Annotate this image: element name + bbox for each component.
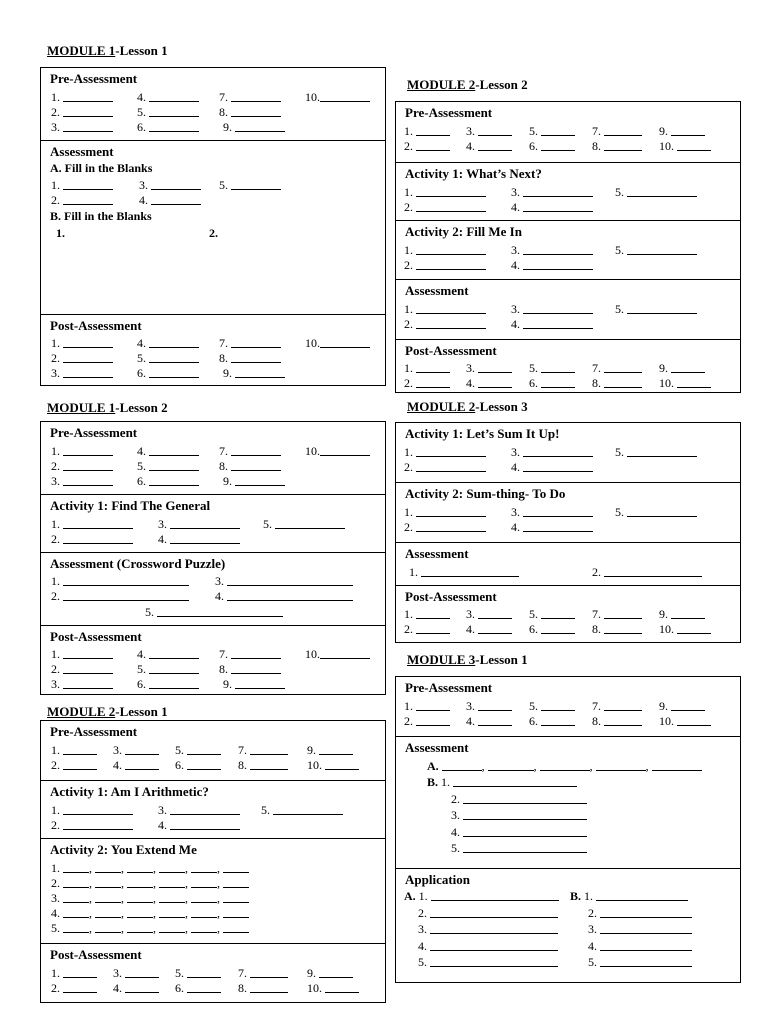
crossword-assessment-section bbox=[41, 552, 385, 625]
answer-item-1[interactable]: 1. bbox=[51, 647, 113, 661]
module2-lesson1-box bbox=[40, 720, 386, 1003]
answer-item-1[interactable]: 1. bbox=[404, 699, 450, 713]
section-title: Pre-Assessment bbox=[405, 105, 493, 120]
answer-item-4[interactable]: 4. bbox=[511, 258, 593, 272]
sequence-row bbox=[41, 876, 385, 890]
answer-item-9[interactable]: 9. bbox=[659, 699, 705, 713]
answer-item-1[interactable]: 1. bbox=[404, 124, 450, 138]
answer-item-1[interactable]: 1. bbox=[51, 444, 113, 458]
answer-item-9[interactable]: 9. bbox=[223, 120, 285, 134]
answer-item-1[interactable]: 1. bbox=[51, 966, 97, 980]
section-title: Post-Assessment bbox=[50, 318, 142, 333]
answer-item-10[interactable]: 10. bbox=[659, 376, 711, 390]
answer-row bbox=[41, 532, 385, 546]
answer-item-4[interactable]: 4. bbox=[113, 981, 159, 995]
answer-item-4[interactable]: 4. bbox=[466, 376, 512, 390]
answer-item-3[interactable]: 3. bbox=[158, 517, 240, 531]
answer-item-4[interactable]: 4. bbox=[511, 520, 593, 534]
activity2-section bbox=[396, 482, 740, 542]
answer-row bbox=[396, 460, 740, 474]
part-b-answer-5[interactable]: 5. bbox=[451, 841, 587, 855]
answer-item-5[interactable]: 5. bbox=[263, 517, 345, 531]
answer-item-7[interactable]: 7. bbox=[219, 336, 281, 350]
answer-row bbox=[41, 90, 385, 104]
answer-item-3[interactable]: 3. bbox=[466, 361, 512, 375]
answer-item-4[interactable]: 4. bbox=[466, 622, 512, 636]
section-title: Post-Assessment bbox=[405, 343, 497, 358]
section-title: Activity 1: What’s Next? bbox=[405, 166, 542, 181]
answer-item-4[interactable]: 4. bbox=[158, 532, 240, 546]
answer-item-5[interactable]: 5. bbox=[219, 178, 281, 192]
answer-item-6[interactable]: 6. bbox=[175, 981, 221, 995]
part-b-answer-3[interactable]: 3. bbox=[451, 808, 587, 822]
post-assessment-section bbox=[41, 625, 385, 696]
answer-item-5[interactable]: 5. bbox=[145, 605, 283, 619]
module1-lesson2-box bbox=[40, 421, 386, 695]
answer-item-10[interactable]: 10. bbox=[305, 647, 370, 661]
answer-item-5[interactable]: 5. bbox=[529, 607, 575, 621]
section-title: Assessment bbox=[405, 740, 469, 755]
answer-item-1[interactable]: 1. bbox=[51, 90, 113, 104]
answer-item-2[interactable]: 2. bbox=[51, 351, 113, 365]
application-a-5[interactable]: 5. bbox=[418, 955, 558, 969]
answer-item-9[interactable]: 9. bbox=[659, 607, 705, 621]
answer-item-6[interactable]: 6. bbox=[529, 376, 575, 390]
answer-row bbox=[396, 906, 740, 920]
answer-item-4[interactable]: 4. bbox=[139, 193, 201, 207]
part-a-answers[interactable]: A. , , , , bbox=[427, 759, 702, 773]
answer-item-2[interactable]: 2. bbox=[51, 662, 113, 676]
answer-item-1[interactable]: 1. bbox=[404, 185, 486, 199]
answer-item-3[interactable]: 3. bbox=[51, 366, 113, 380]
answer-item-2[interactable]: 2. bbox=[51, 532, 133, 546]
activity2-section bbox=[41, 838, 385, 943]
answer-item-2[interactable]: 2. bbox=[51, 193, 113, 207]
answer-row bbox=[396, 361, 740, 375]
answer-row bbox=[396, 258, 740, 272]
answer-row bbox=[41, 662, 385, 676]
answer-item-4[interactable]: 4. bbox=[466, 139, 512, 153]
answer-row bbox=[396, 243, 740, 257]
answer-row bbox=[41, 351, 385, 365]
section-title: Activity 1: Let’s Sum It Up! bbox=[405, 426, 560, 441]
answer-row bbox=[396, 699, 740, 713]
answer-item-8[interactable]: 8. bbox=[219, 662, 281, 676]
answer-item-8[interactable]: 8. bbox=[592, 376, 642, 390]
answer-item-5[interactable]: 5. bbox=[261, 803, 343, 817]
answer-item-1[interactable]: 1. bbox=[404, 607, 450, 621]
answer-item-9[interactable]: 9. bbox=[223, 366, 285, 380]
answer-item-2[interactable]: 2. bbox=[404, 622, 450, 636]
answer-item-7[interactable]: 7. bbox=[592, 607, 642, 621]
answer-item-6[interactable]: 6. bbox=[175, 758, 221, 772]
answer-item-6[interactable]: 6. bbox=[137, 120, 199, 134]
answer-item-2[interactable]: 2. bbox=[404, 460, 486, 474]
answer-item-8[interactable]: 8. bbox=[219, 459, 281, 473]
answer-row bbox=[41, 227, 385, 241]
answer-item-3[interactable]: 3. bbox=[113, 966, 159, 980]
answer-item-10[interactable]: 10. bbox=[659, 139, 711, 153]
application-b-4[interactable]: 4. bbox=[588, 939, 692, 953]
post-assessment-section bbox=[396, 339, 740, 394]
answer-row bbox=[396, 922, 740, 936]
answer-row bbox=[41, 605, 385, 619]
module1-lesson2-title: MODULE 1-Lesson 2 bbox=[47, 400, 168, 415]
section-title: Activity 2: Sum-thing- To Do bbox=[405, 486, 566, 501]
answer-item-7[interactable]: 7. bbox=[219, 90, 281, 104]
answer-item-2[interactable]: 2. bbox=[404, 258, 486, 272]
section-title: Activity 2: You Extend Me bbox=[50, 842, 197, 857]
answer-item-5[interactable]: 5. bbox=[137, 459, 199, 473]
answer-row bbox=[41, 677, 385, 691]
answer-item-5[interactable]: 5. bbox=[615, 445, 697, 459]
answer-item-8[interactable]: 8. bbox=[592, 714, 642, 728]
assessment-section bbox=[396, 279, 740, 339]
pre-assessment-section bbox=[41, 721, 385, 780]
answer-item-5[interactable]: 5. bbox=[137, 105, 199, 119]
answer-item-2[interactable]: 2. bbox=[404, 317, 486, 331]
answer-item-6[interactable]: 6. bbox=[137, 474, 199, 488]
answer-row bbox=[396, 759, 740, 773]
answer-item-5[interactable]: 5. bbox=[137, 351, 199, 365]
module2-lesson1-title: MODULE 2-Lesson 1 bbox=[47, 704, 168, 719]
answer-item-3[interactable]: 3. bbox=[51, 474, 113, 488]
answer-item-5[interactable]: 5. bbox=[529, 699, 575, 713]
answer-item-6[interactable]: 6. bbox=[137, 677, 199, 691]
part-a-label: A. Fill in the Blanks bbox=[50, 161, 153, 175]
answer-item-1[interactable]: 1. bbox=[51, 803, 133, 817]
pre-assessment-section bbox=[396, 102, 740, 162]
answer-item-4[interactable]: 4. bbox=[137, 647, 199, 661]
answer-row bbox=[41, 474, 385, 488]
answer-item-10[interactable]: 10. bbox=[307, 758, 359, 772]
sequence-item-5[interactable]: 5. , , , , , bbox=[51, 921, 249, 935]
application-b-3[interactable]: 3. bbox=[588, 922, 692, 936]
answer-item-10[interactable]: 10. bbox=[307, 981, 359, 995]
pre-assessment-section bbox=[396, 677, 740, 736]
answer-item-10[interactable]: 10. bbox=[305, 336, 370, 350]
section-title: Pre-Assessment bbox=[50, 724, 138, 739]
section-title: Post-Assessment bbox=[50, 629, 142, 644]
post-assessment-section bbox=[41, 943, 385, 1004]
module2-lesson2-box bbox=[395, 101, 741, 393]
answer-item-5[interactable]: 5. bbox=[175, 743, 221, 757]
section-title: Pre-Assessment bbox=[50, 425, 138, 440]
module3-lesson1-title: MODULE 3-Lesson 1 bbox=[407, 652, 528, 667]
answer-item-2[interactable]: 2. bbox=[51, 758, 97, 772]
answer-item-2[interactable]: 2. bbox=[51, 818, 133, 832]
answer-item-10[interactable]: 10. bbox=[305, 90, 370, 104]
answer-item-3[interactable]: 3. bbox=[215, 574, 353, 588]
answer-row bbox=[41, 105, 385, 119]
answer-row bbox=[396, 565, 740, 579]
section-title: Assessment bbox=[50, 144, 114, 159]
sequence-row bbox=[41, 906, 385, 920]
answer-item-1[interactable]: 1. bbox=[404, 243, 486, 257]
answer-item-2[interactable]: 2. bbox=[404, 139, 450, 153]
application-a-3[interactable]: 3. bbox=[418, 922, 558, 936]
answer-row bbox=[396, 808, 740, 822]
answer-item-9[interactable]: 9. bbox=[659, 361, 705, 375]
answer-item-2[interactable]: 2. bbox=[404, 520, 486, 534]
module1-lesson1-title: MODULE 1-Lesson 1 bbox=[47, 43, 168, 58]
answer-item-5[interactable]: 5. bbox=[529, 361, 575, 375]
application-a-1[interactable]: A. 1. bbox=[404, 889, 559, 903]
answer-row bbox=[396, 775, 740, 789]
answer-item-3[interactable]: 3. bbox=[139, 178, 201, 192]
application-a-4[interactable]: 4. bbox=[418, 939, 558, 953]
section-title: Pre-Assessment bbox=[50, 71, 138, 86]
answer-item-2[interactable]: 2. bbox=[404, 376, 450, 390]
answer-row bbox=[41, 366, 385, 380]
answer-row bbox=[41, 574, 385, 588]
part-b-answer-1[interactable]: B. 1. bbox=[427, 775, 577, 789]
answer-item-2[interactable]: 2. bbox=[51, 589, 189, 603]
section-title: Activity 1: Am I Arithmetic? bbox=[50, 784, 209, 799]
answer-item-4[interactable]: 4. bbox=[113, 758, 159, 772]
answer-item-5[interactable]: 5. bbox=[615, 243, 697, 257]
answer-item-1[interactable]: 1. bbox=[51, 517, 133, 531]
answer-item-3[interactable]: 3. bbox=[511, 243, 593, 257]
answer-item-3[interactable]: 3. bbox=[511, 505, 593, 519]
answer-item-3[interactable]: 3. bbox=[466, 699, 512, 713]
answer-item-1[interactable]: 1. bbox=[56, 226, 65, 240]
application-b-1[interactable]: B. 1. bbox=[570, 889, 688, 903]
answer-row bbox=[396, 376, 740, 390]
activity1-section bbox=[396, 423, 740, 482]
answer-row bbox=[396, 841, 740, 855]
sequence-row bbox=[41, 891, 385, 905]
assessment-section bbox=[396, 542, 740, 585]
post-assessment-section bbox=[396, 585, 740, 644]
section-title: Post-Assessment bbox=[405, 589, 497, 604]
answer-row bbox=[396, 139, 740, 153]
answer-item-4[interactable]: 4. bbox=[158, 818, 240, 832]
answer-item-6[interactable]: 6. bbox=[529, 139, 575, 153]
application-section bbox=[396, 868, 740, 984]
answer-row bbox=[396, 317, 740, 331]
answer-row bbox=[41, 193, 385, 207]
answer-item-4[interactable]: 4. bbox=[215, 589, 353, 603]
answer-item-1[interactable]: 1. bbox=[51, 336, 113, 350]
part-b-answer-2[interactable]: 2. bbox=[451, 792, 587, 806]
answer-row bbox=[396, 714, 740, 728]
answer-item-3[interactable]: 3. bbox=[466, 607, 512, 621]
module2-lesson3-box bbox=[395, 422, 741, 643]
answer-row bbox=[396, 955, 740, 969]
answer-item-8[interactable]: 8. bbox=[592, 139, 642, 153]
answer-row bbox=[396, 939, 740, 953]
answer-item-5[interactable]: 5. bbox=[137, 662, 199, 676]
answer-item-5[interactable]: 5. bbox=[529, 124, 575, 138]
answer-item-3[interactable]: 3. bbox=[511, 445, 593, 459]
answer-item-1[interactable]: 1. bbox=[51, 743, 97, 757]
answer-row bbox=[396, 124, 740, 138]
answer-item-5[interactable]: 5. bbox=[175, 966, 221, 980]
section-title: Assessment bbox=[405, 283, 469, 298]
answer-item-3[interactable]: 3. bbox=[466, 124, 512, 138]
post-assessment-section bbox=[41, 314, 385, 387]
sequence-row bbox=[41, 861, 385, 875]
section-title: Activity 1: Find The General bbox=[50, 498, 211, 513]
answer-item-9[interactable]: 9. bbox=[307, 743, 353, 757]
activity1-section bbox=[41, 780, 385, 838]
activity1-section bbox=[396, 162, 740, 220]
application-b-5[interactable]: 5. bbox=[588, 955, 692, 969]
answer-item-4[interactable]: 4. bbox=[137, 336, 199, 350]
answer-item-10[interactable]: 10. bbox=[659, 622, 711, 636]
answer-item-9[interactable]: 9. bbox=[223, 474, 285, 488]
answer-item-8[interactable]: 8. bbox=[592, 622, 642, 636]
answer-item-1[interactable]: 1. bbox=[404, 361, 450, 375]
answer-item-7[interactable]: 7. bbox=[592, 124, 642, 138]
application-b-2[interactable]: 2. bbox=[588, 906, 692, 920]
application-a-2[interactable]: 2. bbox=[418, 906, 558, 920]
part-b-answer-4[interactable]: 4. bbox=[451, 825, 587, 839]
answer-row bbox=[41, 444, 385, 458]
answer-item-9[interactable]: 9. bbox=[659, 124, 705, 138]
answer-item-3[interactable]: 3. bbox=[51, 120, 113, 134]
answer-item-1[interactable]: 1. bbox=[404, 302, 486, 316]
answer-item-2[interactable]: 2. bbox=[404, 714, 450, 728]
answer-item-2[interactable]: 2. bbox=[592, 565, 702, 579]
answer-item-3[interactable]: 3. bbox=[51, 677, 113, 691]
answer-row bbox=[41, 981, 385, 995]
sequence-item-1[interactable]: 1. , , , , , bbox=[51, 861, 249, 875]
answer-item-4[interactable]: 4. bbox=[137, 444, 199, 458]
answer-row bbox=[396, 200, 740, 214]
answer-item-4[interactable]: 4. bbox=[466, 714, 512, 728]
answer-item-8[interactable]: 8. bbox=[238, 981, 288, 995]
answer-row bbox=[396, 302, 740, 316]
answer-item-6[interactable]: 6. bbox=[529, 714, 575, 728]
answer-item-4[interactable]: 4. bbox=[511, 460, 593, 474]
answer-row bbox=[41, 336, 385, 350]
answer-item-7[interactable]: 7. bbox=[592, 361, 642, 375]
activity2-section bbox=[396, 220, 740, 279]
module1-lesson1-box bbox=[40, 67, 386, 386]
answer-item-4[interactable]: 4. bbox=[137, 90, 199, 104]
section-title: Pre-Assessment bbox=[405, 680, 493, 695]
section-title: Application bbox=[405, 872, 471, 887]
answer-row bbox=[396, 185, 740, 199]
answer-row bbox=[396, 520, 740, 534]
answer-row bbox=[41, 803, 385, 817]
section-title: Assessment bbox=[405, 546, 469, 561]
answer-item-2[interactable]: 2. bbox=[51, 459, 113, 473]
answer-item-2[interactable]: 2. bbox=[51, 105, 113, 119]
answer-item-10[interactable]: 10. bbox=[659, 714, 711, 728]
assessment-section bbox=[396, 736, 740, 868]
answer-item-9[interactable]: 9. bbox=[307, 966, 353, 980]
answer-item-6[interactable]: 6. bbox=[529, 622, 575, 636]
answer-row bbox=[41, 589, 385, 603]
module3-lesson1-box bbox=[395, 676, 741, 983]
answer-row bbox=[41, 120, 385, 134]
answer-item-7[interactable]: 7. bbox=[238, 743, 288, 757]
answer-row bbox=[396, 889, 740, 903]
answer-item-7[interactable]: 7. bbox=[219, 647, 281, 661]
answer-row bbox=[41, 517, 385, 531]
answer-item-2[interactable]: 2. bbox=[209, 226, 218, 240]
answer-item-3[interactable]: 3. bbox=[511, 302, 593, 316]
answer-item-8[interactable]: 8. bbox=[219, 351, 281, 365]
section-title: Post-Assessment bbox=[50, 947, 142, 962]
answer-item-1[interactable]: 1. bbox=[51, 178, 113, 192]
module2-lesson3-title: MODULE 2-Lesson 3 bbox=[407, 399, 528, 414]
answer-item-4[interactable]: 4. bbox=[511, 200, 593, 214]
section-title: Activity 2: Fill Me In bbox=[405, 224, 522, 239]
answer-item-3[interactable]: 3. bbox=[113, 743, 159, 757]
answer-row bbox=[396, 622, 740, 636]
answer-item-7[interactable]: 7. bbox=[238, 966, 288, 980]
answer-row bbox=[396, 825, 740, 839]
answer-row bbox=[41, 743, 385, 757]
sequence-row bbox=[41, 921, 385, 935]
answer-row bbox=[396, 792, 740, 806]
answer-item-10[interactable]: 10. bbox=[305, 444, 370, 458]
answer-item-8[interactable]: 8. bbox=[219, 105, 281, 119]
assessment-section bbox=[41, 140, 385, 314]
answer-item-2[interactable]: 2. bbox=[51, 981, 97, 995]
section-title: Assessment (Crossword Puzzle) bbox=[50, 556, 226, 571]
answer-item-7[interactable]: 7. bbox=[219, 444, 281, 458]
answer-item-6[interactable]: 6. bbox=[137, 366, 199, 380]
activity1-section bbox=[41, 494, 385, 552]
sequence-item-3[interactable]: 3. , , , , , bbox=[51, 891, 249, 905]
answer-row bbox=[396, 445, 740, 459]
answer-item-5[interactable]: 5. bbox=[615, 505, 697, 519]
answer-item-5[interactable]: 5. bbox=[615, 185, 697, 199]
answer-item-1[interactable]: 1. bbox=[404, 505, 486, 519]
part-b-label: B. Fill in the Blanks bbox=[50, 209, 152, 223]
answer-row bbox=[41, 818, 385, 832]
answer-row bbox=[41, 459, 385, 473]
pre-assessment-section bbox=[41, 68, 385, 140]
answer-item-3[interactable]: 3. bbox=[158, 803, 240, 817]
answer-item-8[interactable]: 8. bbox=[238, 758, 288, 772]
answer-row bbox=[396, 505, 740, 519]
answer-item-7[interactable]: 7. bbox=[592, 699, 642, 713]
answer-item-4[interactable]: 4. bbox=[511, 317, 593, 331]
answer-row bbox=[41, 758, 385, 772]
answer-item-2[interactable]: 2. bbox=[404, 200, 486, 214]
answer-item-1[interactable]: 1. bbox=[404, 445, 486, 459]
pre-assessment-section bbox=[41, 422, 385, 494]
answer-item-1[interactable]: 1. bbox=[51, 574, 189, 588]
answer-row bbox=[41, 647, 385, 661]
answer-item-1[interactable]: 1. bbox=[409, 565, 519, 579]
answer-row bbox=[396, 607, 740, 621]
sequence-item-2[interactable]: 2. , , , , , bbox=[51, 876, 249, 890]
answer-row bbox=[41, 966, 385, 980]
answer-row bbox=[41, 178, 385, 192]
answer-item-5[interactable]: 5. bbox=[615, 302, 697, 316]
sequence-item-4[interactable]: 4. , , , , , bbox=[51, 906, 249, 920]
answer-item-3[interactable]: 3. bbox=[511, 185, 593, 199]
answer-item-9[interactable]: 9. bbox=[223, 677, 285, 691]
module2-lesson2-title: MODULE 2-Lesson 2 bbox=[407, 77, 528, 92]
